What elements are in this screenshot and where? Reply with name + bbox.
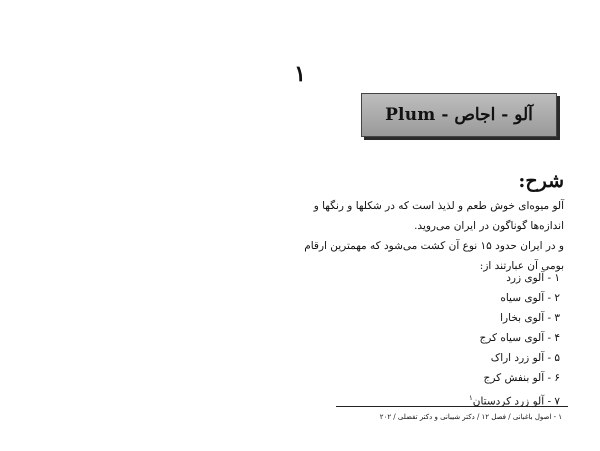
plum-varieties-list [360,268,560,412]
list-item: ۴ - آلوی سیاه کرج [479,332,560,344]
footnote-text: ۱ - اصول باغبانی / فصل ۱۲ / دکتر شیبانی و دکتر تفضلی / ۲۰۲ [379,413,562,421]
chapter-title-box [361,93,557,137]
list-item: ۵ - آلو زرد اراک [490,352,560,364]
section-heading: شرح: [518,170,564,192]
body-paragraph: و در ایران حدود ۱۵ نوع آن کشت می‌شود که مهمترین ارقام بومی آن عبارتند از: [304,240,564,272]
chapter-title: آلو - اجاص - Plum [385,105,533,125]
list-item: ۳ - آلوی بخارا [500,312,560,324]
chapter-number: ۱ [294,61,306,87]
list-item-text: ۷ - آلو زرد کردستان [472,395,560,408]
footnote-marker: ۱ [468,394,473,402]
body-text [304,196,564,276]
list-item: ۲ - آلوی سیاه [500,292,560,304]
list-item: ۱ - آلوی زرد [506,272,560,284]
list-item [360,388,560,412]
body-paragraph: آلو میوه‌ای خوش طعم و لذیذ است که در شکلها و رنگها و اندازه‌ها گوناگون در ایران می‌روید. [313,200,564,232]
list-item: ۶ - آلو بنفش کرج [483,372,560,384]
footnote-divider [336,406,568,407]
